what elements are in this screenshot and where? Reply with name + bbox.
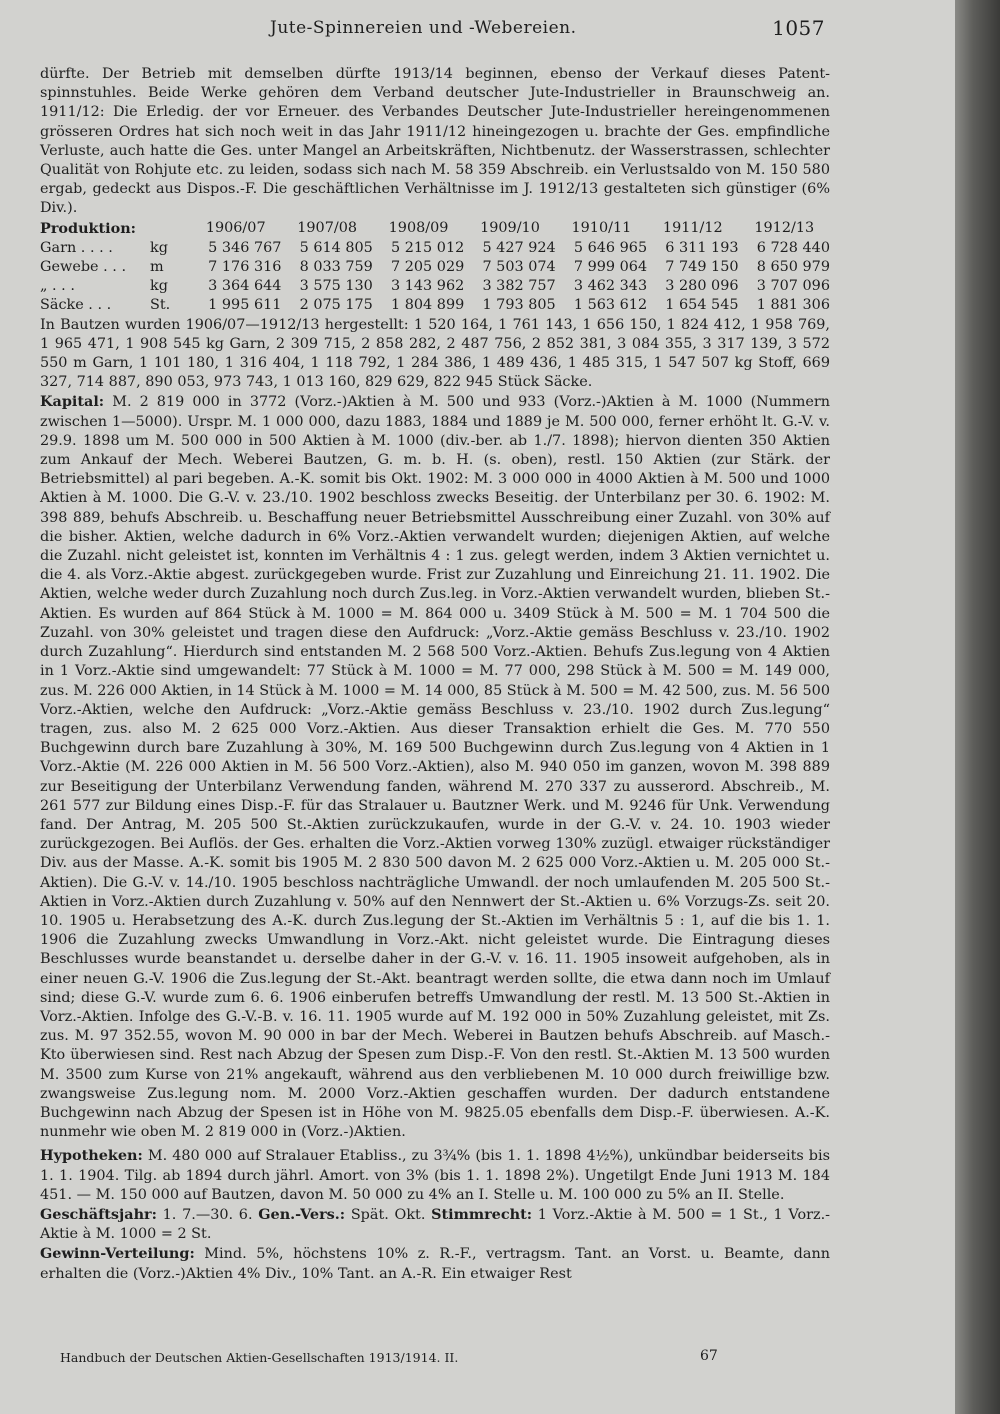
table-cell: 3 707 096 xyxy=(756,278,830,295)
table-cell: 1 563 612 xyxy=(573,297,648,314)
gv-text: Spät. Okt. xyxy=(350,1206,426,1223)
page-number: 1057 xyxy=(772,16,825,40)
stimmrecht-text: 1 Vorz.-Aktie à M. 500 = 1 St., 1 Vorz.-Aktie à M. 1000 = 2 St. xyxy=(40,1206,831,1243)
row-label: Säcke . . . xyxy=(40,297,112,314)
table-cell: 7 503 074 xyxy=(482,259,556,276)
kapital-label: Kapital: xyxy=(40,393,105,411)
row-unit: kg xyxy=(150,239,168,256)
row-unit: kg xyxy=(150,278,168,295)
table-cell: 5 614 805 xyxy=(299,239,373,256)
table-cell: 1 793 805 xyxy=(482,297,556,314)
table-cell: 7 749 150 xyxy=(665,259,739,276)
table-cell: 3 143 962 xyxy=(391,278,465,295)
intro-paragraph: dürfte. Der Betrieb mit demselben dürfte 1913/14 beginnen, ebenso der Verkauf dieses Patent-spinnstuhles. Beide Werke gehören dem Verband deutscher Jute-Industrieller in Braunschweig an. 1911/12: Die Erledig. der vor Erneuer. des Verbandes Deutscher Jute-Industrieller hereingenommenen grösseren Ordres hat sich noch weit in das Jahr 1911/12 hineingezogen u. brachte der Ges. empfindliche Verluste, auch hatte die Ges. unter Mangel an Arbeitskräften, Nichtbenutz. der Wasserstrassen, schlechter Qualität von Rohjute etc. zu leiden, sodass sich nach M. 58 359 Abschreib. ein Verlustsaldo von M. 150 580 ergab, gedeckt aus Dispos.-F. Die geschäftlichen Verhältnisse im J. 1912/13 gestalteten sich günstiger (6% Div.). xyxy=(40,66,830,217)
production-row xyxy=(40,258,830,277)
table-cell: 5 215 012 xyxy=(391,239,465,256)
table-cell: 3 462 343 xyxy=(573,278,648,295)
table-cell: 5 346 767 xyxy=(208,239,282,256)
geschaeftsjahr-label: Geschäftsjahr: xyxy=(40,1205,157,1223)
production-header-row xyxy=(40,219,830,239)
year-cell: 1912/13 xyxy=(754,220,815,237)
table-cell: 1 654 545 xyxy=(665,297,739,314)
page-footer xyxy=(60,1350,820,1365)
kapital-section xyxy=(40,392,830,1142)
footer-source: Handbuch der Deutschen Aktien-Gesellschaften 1913/1914. II. xyxy=(60,1350,459,1365)
gewinn-section xyxy=(40,1244,830,1283)
table-cell: 8 033 759 xyxy=(299,259,373,276)
table-cell: 3 364 644 xyxy=(208,278,282,295)
geschaeftsjahr-section xyxy=(40,1205,830,1244)
table-cell: 7 205 029 xyxy=(391,259,465,276)
year-cell: 1906/07 xyxy=(205,220,266,237)
footer-signature: 67 xyxy=(700,1348,718,1364)
row-unit: St. xyxy=(150,297,171,314)
year-cell: 1908/09 xyxy=(388,220,449,237)
table-cell: 3 575 130 xyxy=(299,278,373,295)
table-cell: 6 311 193 xyxy=(665,239,739,256)
hypotheken-text: M. 480 000 auf Stralauer Etabliss., zu 3¾% (bis 1. 1. 1898 4½%), unkündbar beiderseits bis 1. 1. 1904. Tilg. ab 1894 durch jährl. Amort. von 3% (bis 1. 1. 1898 2%). Ungetilgt Ende Juni 1913 M. 184 451. — M. 150 000 auf Bautzen, davon M. 50 000 zu 4% an I. Stelle u. M. 100 000 zu 5% an II. Stelle. xyxy=(40,1148,830,1203)
production-row xyxy=(40,296,830,315)
gewinn-text: Mind. 5%, höchstens 10% z. R.-F., vertragsm. Tant. an Vorst. u. Beamte, dann erhalten die (Vorz.-)Aktien 4% Div., 10% Tant. an A.-R. Ein etwaiger Rest xyxy=(40,1246,830,1282)
header-title: Jute-Spinnereien und -Webereien. xyxy=(270,18,577,38)
year-cell: 1910/11 xyxy=(571,220,632,237)
table-cell: 3 280 096 xyxy=(665,278,739,295)
production-row xyxy=(40,239,830,258)
table-cell: 7 176 316 xyxy=(208,259,282,276)
production-table xyxy=(40,219,830,316)
page-edge-shadow xyxy=(955,0,1000,1414)
kapital-text: M. 2 819 000 in 3772 (Vorz.-)Aktien à M. 500 und 933 (Vorz.-)Aktien à M. 1000 (Nummern zwischen 1—5000). Urspr. M. 1 000 000, dazu 1883, 1884 und 1889 je M. 500 000, ferner erhöht lt. G.-V. v. 29.9. 1898 um M. 500 000 in 500 Aktien à M. 1000 (div.-ber. ab 1./7. 1898); hiervon dienten 350 Aktien zum Ankauf der Mech. Weberei Bautzen, G. m. b. H. (s. oben), restl. 150 Aktien (zur Stärk. der Betriebsmittel) al pari begeben. A.-K. somit bis Okt. 1902: M. 3 000 000 in 4000 Aktien à M. 500 und 1000 Aktien à M. 1000. Die G.-V. v. 23./10. 1902 beschloss zwecks Beseitig. der Unterbilanz per 30. 6. 1902: M. 398 889, behufs Abschreib. u. Beschaffung neuer Betriebsmittel Ausschreibung einer Zuzahl. von 30% auf die bisher. Aktien, welche dadurch in 6% Vorz.-Aktien verwandelt wurden; diejenigen Aktien, auf welche die Zuzahl. nicht geleistet ist, konnten im Verhältnis 4 : 1 zus. gelegt werden, indem 3 Aktien vernichtet u. die 4. als Vorz.-Aktie abgest. zurückgegeben wurde. Frist zur Zuzahlung und Einreichung 21. 11. 1902. Die Aktien, welche weder durch Zuzahlung noch durch Zus.leg. in Vorz.-Aktien verwandelt wurden, blieben St.-Aktien. Es wurden auf 864 Stück à M. 1000 = M. 864 000 u. 3409 Stück à M. 500 = M. 1 704 500 die Zuzahl. von 30% geleistet und tragen diese den Aufdruck: „Vorz.-Aktie gemäss Beschluss v. 23./10. 1902 durch Zuzahlung“. Hierdurch sind entstanden M. 2 568 500 Vorz.-Aktien. Behufs Zus.legung von 4 Aktien in 1 Vorz.-Aktie sind umgewandelt: 77 Stück à M. 1000 = M. 77 000, 298 Stück à M. 500 = M. 149 000, zus. M. 226 000 Aktien, in 14 Stück à M. 1000 = M. 14 000, 85 Stück à M. 500 = M. 42 500, zus. M. 56 500 Vorz.-Aktien, welche den Aufdruck: „Vorz.-Aktie gemäss Beschluss v. 23./10. 1902 durch Zus.legung“ tragen, zus. also M. 2 625 000 Vorz.-Aktien. Aus dieser Transaktion erhielt die Ges. M. 770 550 Buchgewinn durch bare Zuzahlung à 30%, M. 169 500 Buchgewinn durch Zus.legung von 4 Aktien in 1 Vorz.-Aktie (M. 226 000 Aktien in M. 56 500 Vorz.-Aktien), also M. 940 050 im ganzen, wovon M. 398 889 zur Beseitigung der Unterbilanz Verwendung fanden, während M. 270 337 zu ausserord. Abschreib., M. 261 577 zur Bildung eines Disp.-F. für das Stralauer u. Bautzner Werk. und M. 9246 für Unk. Verwendung fand. Der Antrag, M. 205 500 St.-Aktien zurückzukaufen, wurde in der G.-V. v. 24. 10. 1903 wieder zurückgezogen. Bei Auflös. der Ges. erhalten die Vorz.-Aktien vorweg 130% zuzügl. etwaiger rückständiger Div. aus der Masse. A.-K. somit bis 1905 M. 2 830 500 davon M. 2 625 000 Vorz.-Aktien u. M. 205 000 St.-Aktien). Die G.-V. v. 14./10. 1905 beschloss nachträgliche Umwandl. der noch umlaufenden M. 205 500 St.-Aktien in Vorz.-Aktien durch Zuzahlung v. 50% auf den Nennwert der St.-Aktien u. 6% Vorzugs-Zs. seit 20. 10. 1905 u. Herabsetzung des A.-K. durch Zus.legung der St.-Aktien im Verhältnis 5 : 1, auf die bis 1. 1. 1906 die Zuzahlung zwecks Umwandlung in Vorz.-Akt. nicht geleistet wurde. Die Eintragung dieses Beschlusses wurde beanstandet u. derselbe daher in der G.-V. v. 16. 11. 1905 insoweit aufgehoben, als in einer neuen G.-V. 1906 die Zus.legung der St.-Akt. beantragt werden sollte, die etwa dann noch im Umlauf sind; diese G.-V. wurde zum 6. 6. 1906 einberufen betreffs Umwandlung der restl. M. 13 500 St.-Aktien in Vorz.-Aktien. Infolge des G.-V.-B. v. 16. 11. 1905 wurde auf M. 192 000 in 50% Zuzahlung geleistet, mit Zs. zus. M. 97 352.55, wovon M. 90 000 in bar der Mech. Weberei in Bautzen behufs Abschreib. auf Masch.-Kto überwiesen sind. Rest nach Abzug der Spesen zum Disp.-F. Von den restl. St.-Aktien M. 13 500 wurden M. 3500 zum Kurse von 21% angekauft, während aus den verbliebenen M. 10 000 durch freiwillige bzw. zwangsweise Zus.legung nom. M. 2000 Vorz.-Aktien geschaffen wurden. Der dadurch entstandene Buchgewinn nach Abzug der Spesen ist in Höhe von M. 9825.05 ebenfalls dem Disp.-F. überwiesen. A.-K. nunmehr wie oben M. 2 819 000 in (Vorz.-)Aktien. xyxy=(40,394,830,1141)
stimmrecht-label: Stimmrecht: xyxy=(431,1205,533,1223)
production-label: Produktion: xyxy=(40,219,136,237)
hypotheken-label: Hypotheken: xyxy=(40,1147,143,1165)
table-cell: 5 646 965 xyxy=(573,239,648,256)
table-cell: 1 881 306 xyxy=(756,297,830,314)
table-cell: 1 804 899 xyxy=(391,297,465,314)
year-cell: 1909/10 xyxy=(480,220,540,237)
hypotheken-section xyxy=(40,1146,830,1205)
row-label: „ . . . xyxy=(40,278,75,295)
geschaeftsjahr-text: 1. 7.—30. 6. xyxy=(162,1206,253,1223)
row-label: Garn . . . . xyxy=(40,239,113,256)
production-row xyxy=(40,277,830,296)
table-cell: 1 995 611 xyxy=(208,297,282,314)
year-cell: 1911/12 xyxy=(662,220,723,237)
table-cell: 7 999 064 xyxy=(573,259,648,276)
row-unit: m xyxy=(150,259,164,276)
document-body xyxy=(40,65,830,1284)
gewinn-label: Gewinn-Verteilung: xyxy=(40,1245,195,1263)
table-cell: 3 382 757 xyxy=(482,278,556,295)
table-cell: 2 075 175 xyxy=(299,297,373,314)
table-cell: 5 427 924 xyxy=(482,239,556,256)
row-label: Gewebe . . . xyxy=(40,259,127,276)
bautzen-paragraph: In Bautzen wurden 1906/07—1912/13 hergestellt: 1 520 164, 1 761 143, 1 656 150, 1 824 412, 1 958 769, 1 965 471, 1 908 545 kg Garn, 2 309 715, 2 858 282, 2 487 756, 2 852 381, 3 084 355, 3 317 139, 3 572 550 m Garn, 1 101 180, 1 316 404, 1 118 792, 1 284 386, 1 489 436, 1 485 315, 1 547 507 kg Stoff, 669 327, 714 887, 890 053, 973 743, 1 013 160, 829 629, 822 945 Stück Säcke. xyxy=(40,316,830,391)
table-cell: 8 650 979 xyxy=(756,259,830,276)
year-cell: 1907/08 xyxy=(297,220,358,237)
table-cell: 6 728 440 xyxy=(756,239,830,256)
gv-label: Gen.-Vers.: xyxy=(258,1205,346,1223)
